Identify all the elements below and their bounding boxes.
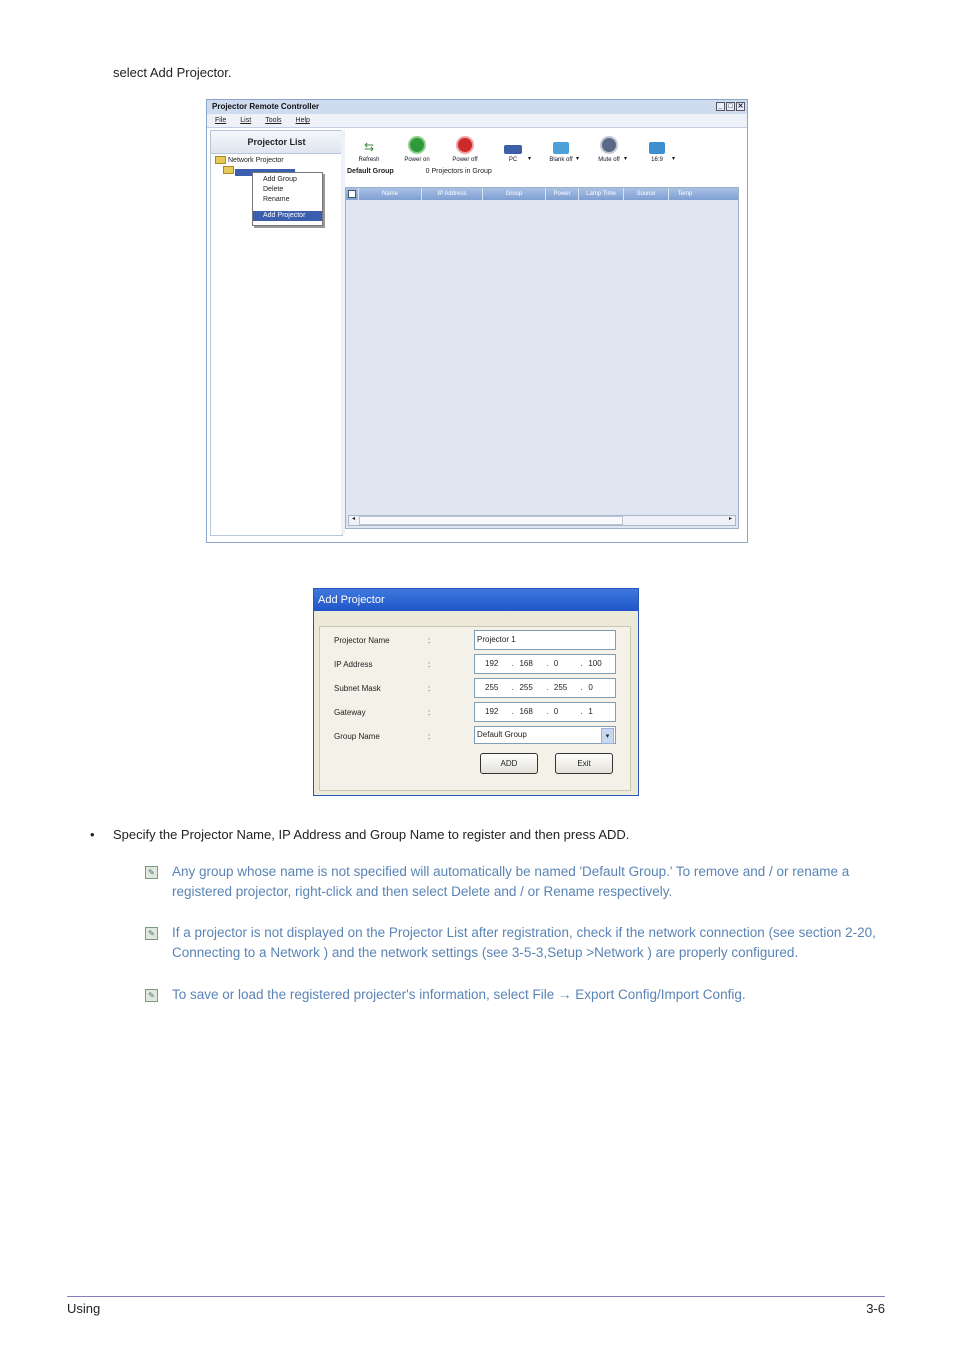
group-name-select[interactable]: Default Group ▾ bbox=[474, 726, 616, 744]
horizontal-scrollbar[interactable] bbox=[348, 515, 736, 526]
chevron-down-icon: ▾ bbox=[527, 156, 531, 162]
subnet-mask-input[interactable]: 255 . 255 . 255 . 0 bbox=[474, 678, 616, 698]
field-row-ip-address: IP Address : bbox=[334, 659, 431, 669]
chevron-down-icon[interactable]: ▾ bbox=[601, 728, 614, 744]
projector-list-header: Projector List bbox=[211, 131, 342, 154]
power-on-button[interactable]: Power on bbox=[393, 130, 441, 166]
add-button[interactable]: ADD bbox=[480, 753, 538, 774]
refresh-button[interactable]: ⇆ Refresh bbox=[358, 140, 380, 163]
chevron-down-icon: ▾ bbox=[671, 156, 675, 162]
dialog-title: Add Projector bbox=[314, 589, 638, 611]
menu-list[interactable]: List bbox=[240, 117, 252, 124]
note-2: ✎ If a projector is not displayed on the Projector List after registration, check if the network connection (see section 2-20, Connecting to a Network ) and the network settings (see 3-5-3,Setup >Network ) are properly configured. bbox=[145, 923, 885, 963]
note-1: ✎ Any group whose name is not specified will automatically be named 'Default Group.' To remove and / or rename a registered projector, right-click and then select Delete and / or Rename respectively. bbox=[145, 862, 885, 902]
note-icon: ✎ bbox=[145, 927, 158, 940]
column-group[interactable]: Group bbox=[483, 188, 546, 200]
footer-divider bbox=[67, 1296, 885, 1297]
footer-page-number: 3-6 bbox=[866, 1301, 885, 1316]
scroll-left-icon[interactable]: ◂ bbox=[351, 516, 355, 522]
column-power[interactable]: Power bbox=[546, 188, 579, 200]
toolbar bbox=[345, 130, 743, 166]
scroll-right-icon[interactable]: ▸ bbox=[728, 516, 732, 522]
folder-icon bbox=[215, 156, 226, 164]
column-ip-address[interactable]: IP Address bbox=[422, 188, 483, 200]
projector-grid bbox=[345, 187, 739, 529]
note-3: ✎ To save or load the registered projecter's information, select File → Export Config/Import Config. bbox=[145, 985, 885, 1005]
ip-address-input[interactable]: 192 . 168 . 0 . 100 bbox=[474, 654, 616, 674]
menu-bar bbox=[207, 114, 747, 128]
add-projector-dialog bbox=[313, 588, 639, 796]
bullet-mark: • bbox=[90, 827, 95, 842]
pc-source-icon bbox=[504, 145, 522, 154]
field-row-gateway: Gateway : bbox=[334, 707, 431, 717]
tree-node-network-projector[interactable]: Network Projector bbox=[215, 156, 284, 164]
scroll-thumb[interactable] bbox=[359, 516, 623, 525]
note-icon: ✎ bbox=[145, 989, 158, 1002]
blank-off-button[interactable]: Blank off ▾ bbox=[537, 130, 585, 166]
column-lamp-time[interactable]: Lamp Time bbox=[579, 188, 624, 200]
footer-section: Using bbox=[67, 1301, 101, 1316]
column-source[interactable]: Source bbox=[624, 188, 669, 200]
column-name[interactable]: Name bbox=[359, 188, 422, 200]
power-off-icon bbox=[456, 136, 474, 154]
aspect-ratio-button[interactable]: 16:9 ▾ bbox=[633, 130, 681, 166]
projector-list-pane bbox=[210, 130, 343, 536]
group-info bbox=[347, 168, 492, 175]
exit-button[interactable]: Exit bbox=[555, 753, 613, 774]
projector-remote-controller-window bbox=[206, 99, 748, 543]
power-on-icon bbox=[408, 136, 426, 154]
menu-file[interactable]: File bbox=[215, 117, 227, 124]
chevron-down-icon: ▾ bbox=[623, 156, 627, 162]
menu-help[interactable]: Help bbox=[295, 117, 310, 124]
close-button[interactable]: ✕ bbox=[737, 103, 744, 110]
context-menu bbox=[252, 172, 323, 226]
note-icon: ✎ bbox=[145, 866, 158, 879]
projector-name-input[interactable]: Projector 1 bbox=[474, 630, 616, 650]
context-add-group[interactable]: Add Group bbox=[263, 176, 297, 183]
minimize-button[interactable]: _ bbox=[716, 102, 725, 111]
folder-icon bbox=[223, 166, 234, 174]
instruction-bullet: • Specify the Projector Name, IP Address and Group Name to register and then press ADD. bbox=[90, 827, 630, 842]
power-off-button[interactable]: Power off bbox=[441, 130, 489, 166]
context-delete[interactable]: Delete bbox=[263, 186, 284, 193]
select-all-checkbox[interactable] bbox=[346, 188, 359, 200]
field-row-projector-name: Projector Name : bbox=[334, 635, 431, 645]
column-temp[interactable]: Temp bbox=[677, 191, 693, 197]
maximize-button[interactable]: □ bbox=[726, 102, 735, 111]
source-pc-button[interactable]: PC ▾ bbox=[489, 130, 537, 166]
dialog-form bbox=[319, 626, 631, 791]
mute-off-button[interactable]: Mute off ▾ bbox=[585, 130, 633, 166]
intro-text: select Add Projector. bbox=[113, 65, 232, 80]
menu-tools[interactable]: Tools bbox=[265, 117, 282, 124]
group-label: Default Group bbox=[347, 168, 394, 175]
group-count: 0 Projectors in Group bbox=[425, 168, 492, 175]
window-title: Projector Remote Controller _ □ ✕ bbox=[207, 100, 747, 114]
refresh-icon: ⇆ bbox=[363, 140, 375, 154]
screen-icon bbox=[553, 142, 569, 154]
field-row-group-name: Group Name : bbox=[334, 731, 431, 741]
field-row-subnet-mask: Subnet Mask : bbox=[334, 683, 431, 693]
grid-header bbox=[346, 188, 738, 200]
context-rename[interactable]: Rename bbox=[263, 196, 290, 203]
gateway-input[interactable]: 192 . 168 . 0 . 1 bbox=[474, 702, 616, 722]
chevron-down-icon: ▾ bbox=[575, 156, 579, 162]
aspect-ratio-icon bbox=[649, 142, 665, 154]
speaker-icon bbox=[600, 136, 618, 154]
context-add-projector[interactable]: Add Projector bbox=[253, 211, 322, 221]
